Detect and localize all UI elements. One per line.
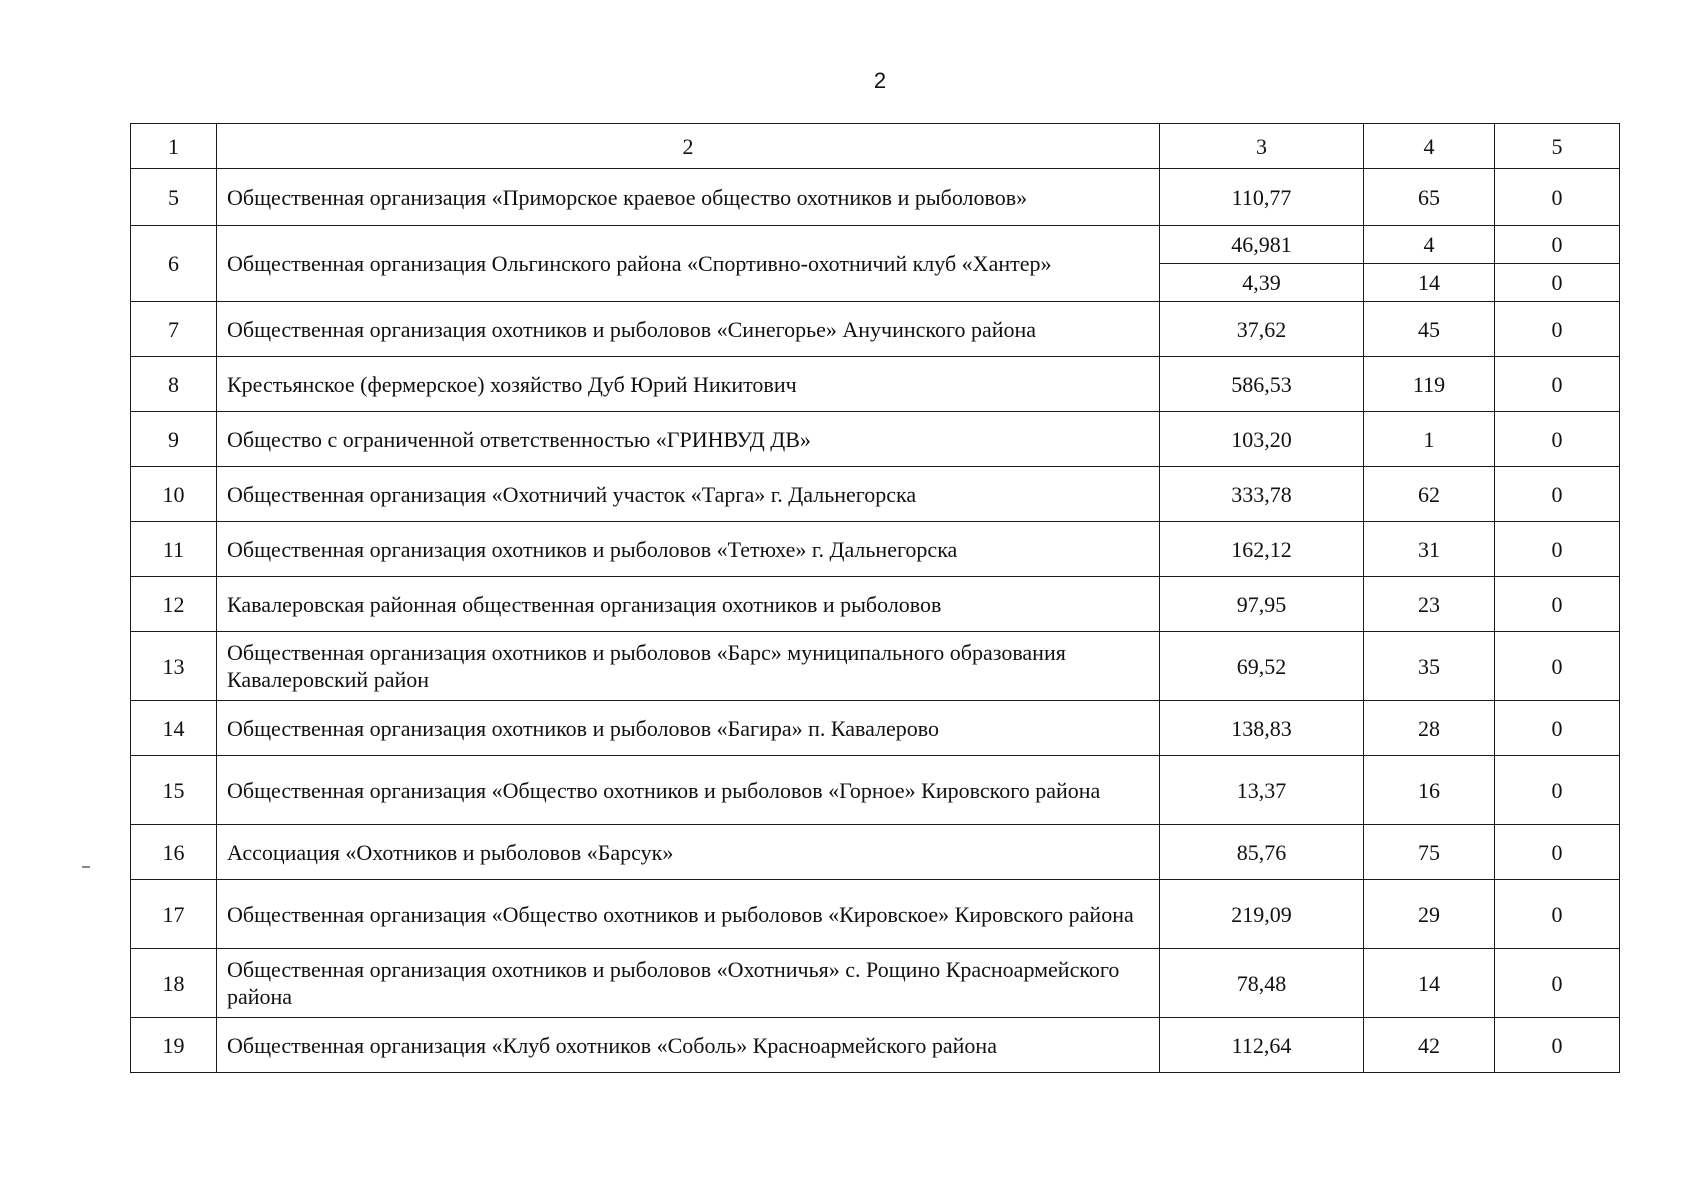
row-number: 13 <box>131 632 217 701</box>
row-number: 18 <box>131 949 217 1018</box>
header-cell: 2 <box>217 124 1160 169</box>
scan-artifact <box>82 866 90 868</box>
table-row <box>131 1018 1620 1073</box>
col4-value: 14 <box>1364 949 1495 1018</box>
organization-name: Общественная организация охотников и рыболовов «Тетюхе» г. Дальнегорска <box>217 522 1160 577</box>
table-header-row <box>131 124 1620 169</box>
col4-value: 45 <box>1364 302 1495 357</box>
col4-value: 62 <box>1364 467 1495 522</box>
table-row <box>131 357 1620 412</box>
col4-value: 65 <box>1364 169 1495 226</box>
col4-value: 31 <box>1364 522 1495 577</box>
col4-value: 16 <box>1364 756 1495 825</box>
row-number: 9 <box>131 412 217 467</box>
page-number: 2 <box>873 68 887 93</box>
organization-name: Крестьянское (фермерское) хозяйство Дуб Юрий Никитович <box>217 357 1160 412</box>
row-number: 16 <box>131 825 217 880</box>
table-row <box>131 412 1620 467</box>
col5-value: 0 <box>1495 701 1620 756</box>
table-row <box>131 226 1620 264</box>
organization-name: Общественная организация охотников и рыболовов «Багира» п. Кавалерово <box>217 701 1160 756</box>
col3-value: 333,78 <box>1160 467 1364 522</box>
organization-name: Кавалеровская районная общественная организация охотников и рыболовов <box>217 577 1160 632</box>
row-number: 17 <box>131 880 217 949</box>
organization-name: Общественная организация «Охотничий участок «Тарга» г. Дальнегорска <box>217 467 1160 522</box>
row-number: 8 <box>131 357 217 412</box>
organization-name: Общественная организация охотников и рыболовов «Барс» муниципального образования Кавалеровский район <box>217 632 1160 701</box>
col5-value: 0 <box>1495 577 1620 632</box>
col4-value: 14 <box>1364 264 1495 302</box>
col4-value: 35 <box>1364 632 1495 701</box>
table-row <box>131 467 1620 522</box>
col3-value: 103,20 <box>1160 412 1364 467</box>
row-number: 11 <box>131 522 217 577</box>
organization-name: Общество с ограниченной ответственностью «ГРИНВУД ДВ» <box>217 412 1160 467</box>
table-row <box>131 577 1620 632</box>
col3-value: 219,09 <box>1160 880 1364 949</box>
col4-value: 119 <box>1364 357 1495 412</box>
organization-name: Общественная организация «Приморское краевое общество охотников и рыболовов» <box>217 169 1160 226</box>
col4-value: 29 <box>1364 880 1495 949</box>
col5-value: 0 <box>1495 467 1620 522</box>
row-number: 5 <box>131 169 217 226</box>
header-cell: 3 <box>1160 124 1364 169</box>
row-number: 14 <box>131 701 217 756</box>
table-row <box>131 880 1620 949</box>
col3-value: 85,76 <box>1160 825 1364 880</box>
organization-name: Общественная организация «Общество охотников и рыболовов «Горное» Кировского района <box>217 756 1160 825</box>
col4-value: 28 <box>1364 701 1495 756</box>
organization-name: Общественная организация охотников и рыболовов «Синегорье» Анучинского района <box>217 302 1160 357</box>
table-row <box>131 825 1620 880</box>
col3-value: 138,83 <box>1160 701 1364 756</box>
col3-value: 4,39 <box>1160 264 1364 302</box>
table-row <box>131 701 1620 756</box>
row-number: 12 <box>131 577 217 632</box>
col3-value: 162,12 <box>1160 522 1364 577</box>
col5-value: 0 <box>1495 264 1620 302</box>
table-row <box>131 302 1620 357</box>
col5-value: 0 <box>1495 756 1620 825</box>
col3-value: 69,52 <box>1160 632 1364 701</box>
organization-name: Общественная организация Ольгинского района «Спортивно-охотничий клуб «Хантер» <box>217 226 1160 302</box>
row-number: 10 <box>131 467 217 522</box>
header-cell: 4 <box>1364 124 1495 169</box>
header-cell: 5 <box>1495 124 1620 169</box>
col3-value: 78,48 <box>1160 949 1364 1018</box>
col5-value: 0 <box>1495 226 1620 264</box>
col5-value: 0 <box>1495 522 1620 577</box>
col3-value: 97,95 <box>1160 577 1364 632</box>
col4-value: 23 <box>1364 577 1495 632</box>
organization-name: Общественная организация «Общество охотников и рыболовов «Кировское» Кировского района <box>217 880 1160 949</box>
col5-value: 0 <box>1495 880 1620 949</box>
table-row <box>131 632 1620 701</box>
col4-value: 4 <box>1364 226 1495 264</box>
col5-value: 0 <box>1495 412 1620 467</box>
organization-name: Общественная организация «Клуб охотников «Соболь» Красноармейского района <box>217 1018 1160 1073</box>
col4-value: 42 <box>1364 1018 1495 1073</box>
col5-value: 0 <box>1495 825 1620 880</box>
register-table <box>130 123 1620 1073</box>
col4-value: 75 <box>1364 825 1495 880</box>
col5-value: 0 <box>1495 632 1620 701</box>
col3-value: 37,62 <box>1160 302 1364 357</box>
col3-value: 46,981 <box>1160 226 1364 264</box>
row-number: 15 <box>131 756 217 825</box>
organization-name: Ассоциация «Охотников и рыболовов «Барсук» <box>217 825 1160 880</box>
col3-value: 110,77 <box>1160 169 1364 226</box>
header-cell: 1 <box>131 124 217 169</box>
col5-value: 0 <box>1495 169 1620 226</box>
col3-value: 112,64 <box>1160 1018 1364 1073</box>
col3-value: 13,37 <box>1160 756 1364 825</box>
col3-value: 586,53 <box>1160 357 1364 412</box>
table-row <box>131 169 1620 226</box>
row-number: 6 <box>131 226 217 302</box>
table-row <box>131 522 1620 577</box>
row-number: 19 <box>131 1018 217 1073</box>
col5-value: 0 <box>1495 302 1620 357</box>
col4-value: 1 <box>1364 412 1495 467</box>
col5-value: 0 <box>1495 949 1620 1018</box>
row-number: 7 <box>131 302 217 357</box>
col5-value: 0 <box>1495 357 1620 412</box>
table-row <box>131 949 1620 1018</box>
col5-value: 0 <box>1495 1018 1620 1073</box>
organization-name: Общественная организация охотников и рыболовов «Охотничья» с. Рощино Красноармейского района <box>217 949 1160 1018</box>
table-row <box>131 756 1620 825</box>
